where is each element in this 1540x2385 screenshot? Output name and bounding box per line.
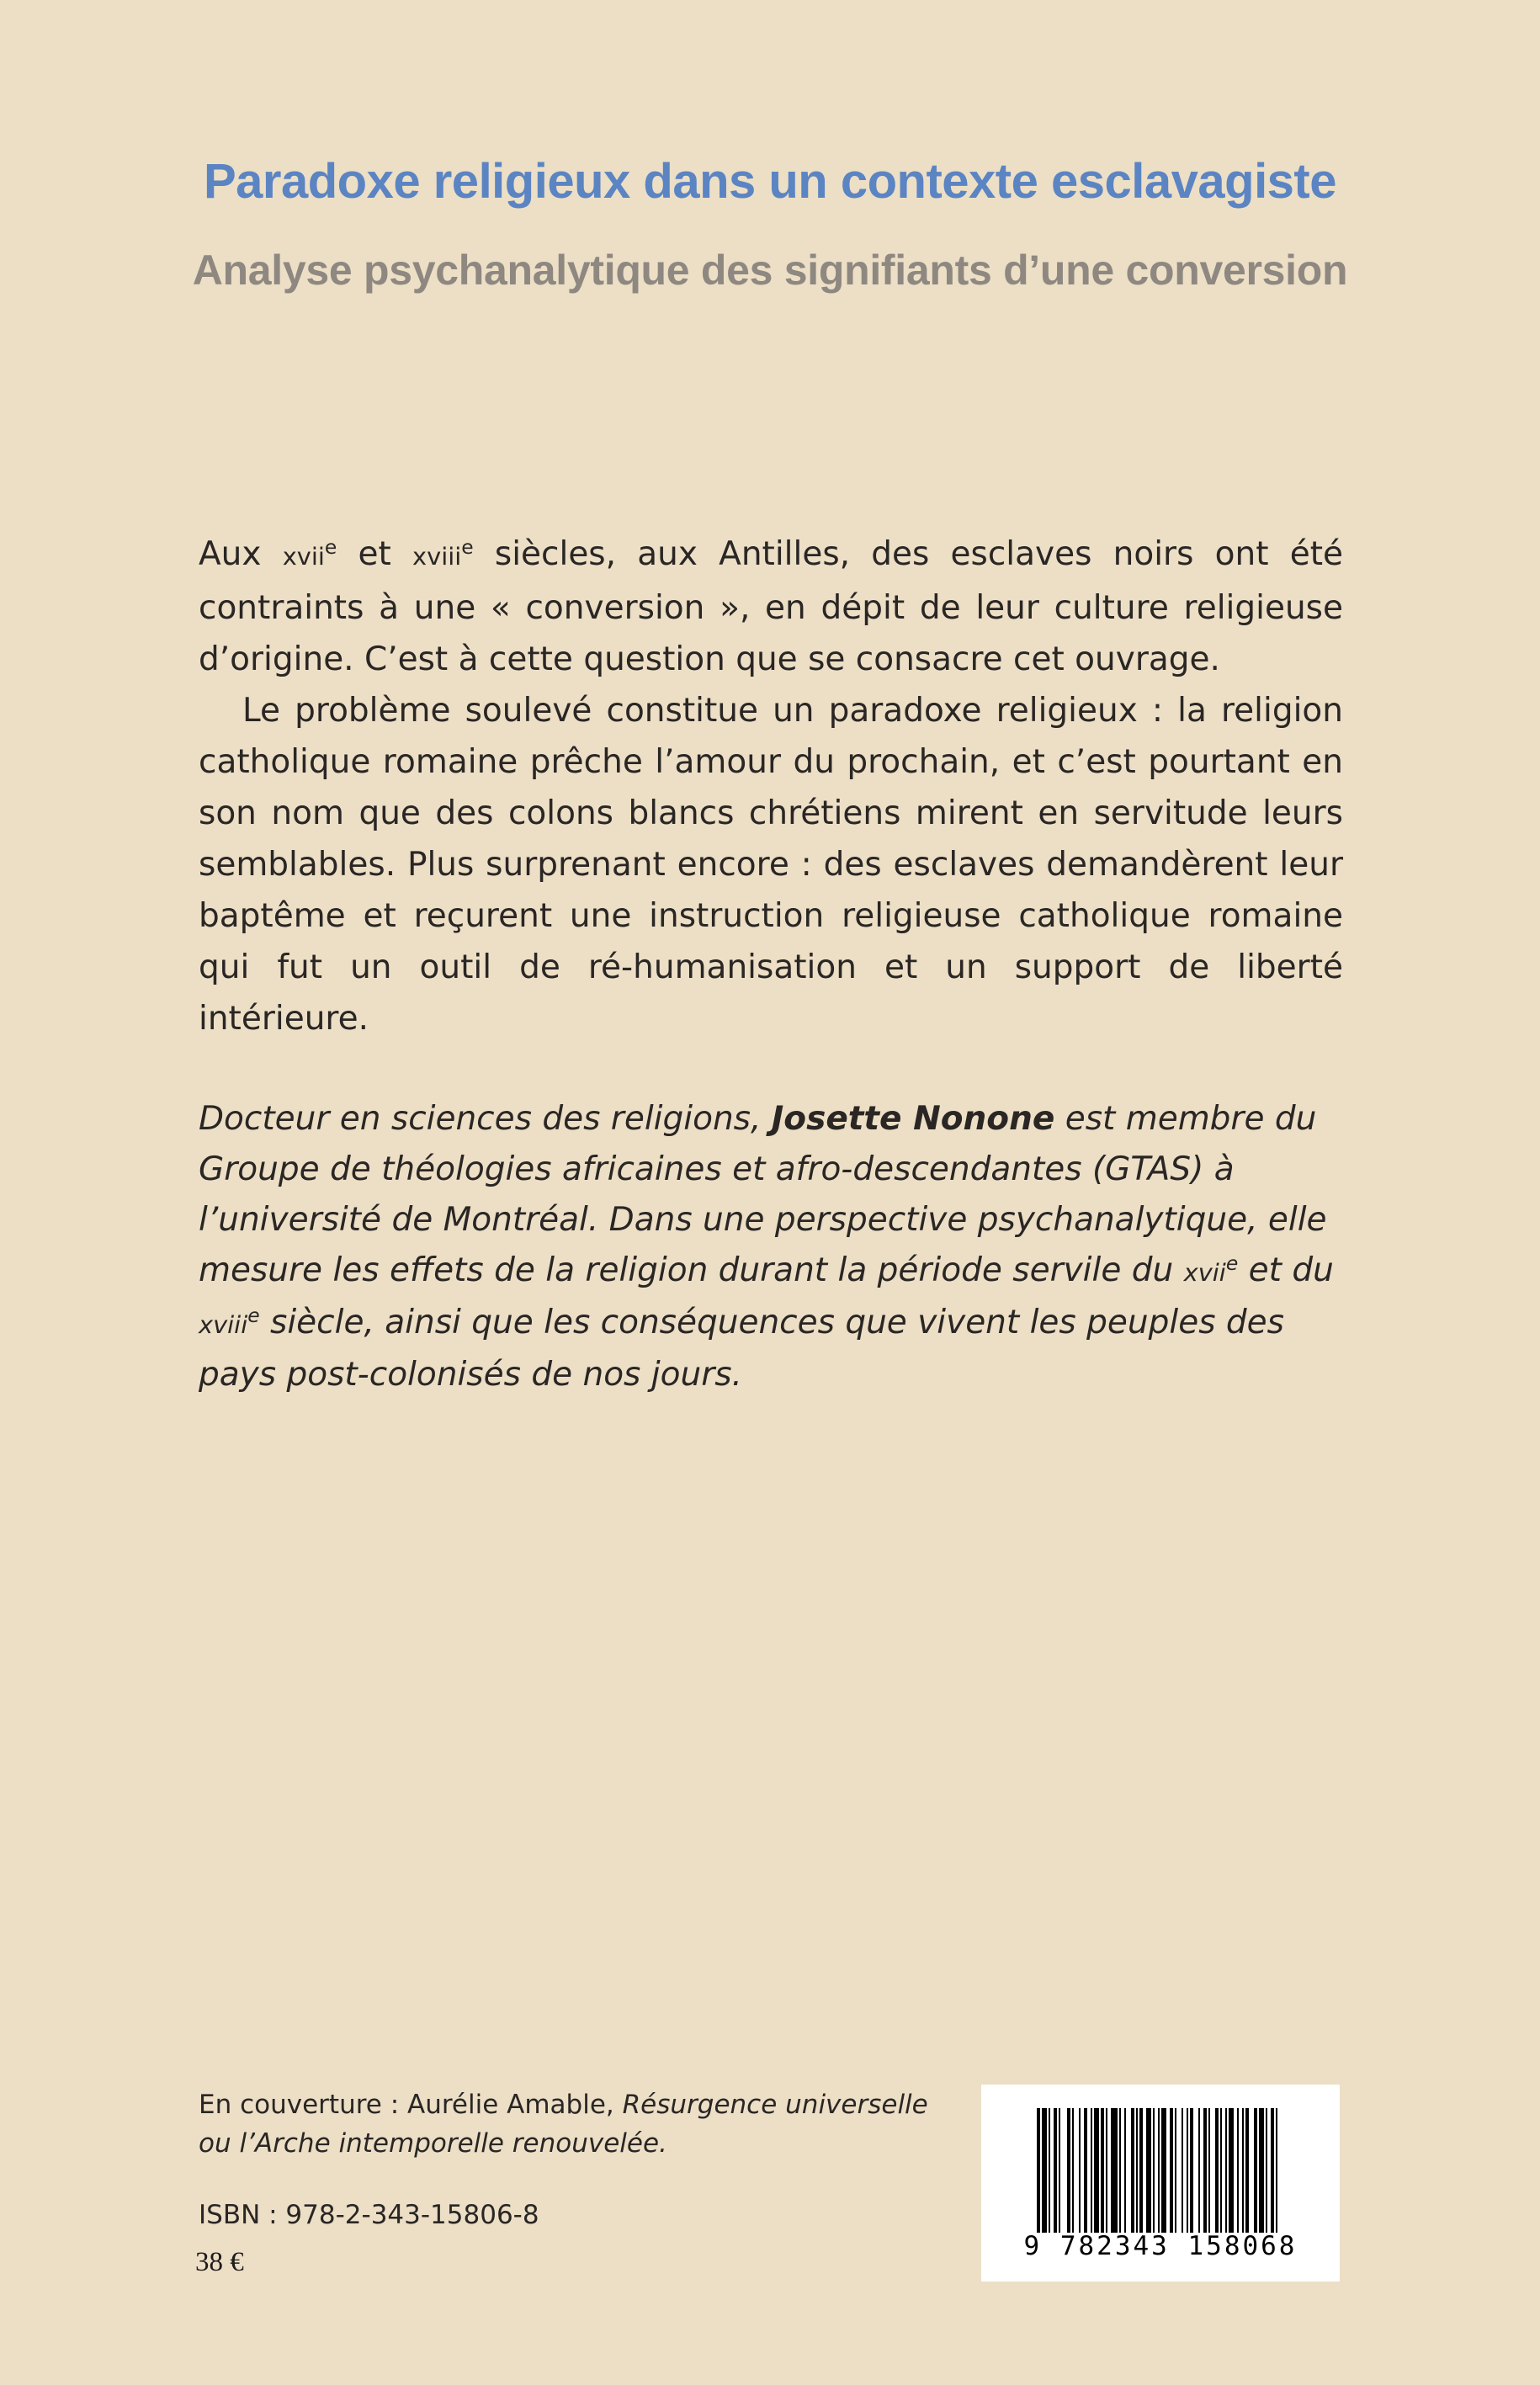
barcode-bar <box>1146 2108 1151 2233</box>
barcode-bar <box>1198 2108 1200 2233</box>
barcode-bar <box>1215 2108 1219 2233</box>
barcode-bar <box>1254 2108 1257 2233</box>
barcode-bar <box>1158 2108 1160 2233</box>
barcode-bar <box>1067 2108 1070 2233</box>
barcode-bar <box>1037 2108 1040 2233</box>
barcode-bar <box>1136 2108 1138 2233</box>
barcode-bar <box>1139 2108 1143 2233</box>
barcode-bar <box>1119 2108 1121 2233</box>
barcode-bar <box>1101 2108 1104 2233</box>
barcode <box>981 2085 1340 2281</box>
barcode-bar <box>1208 2108 1210 2233</box>
author-bio: Docteur en sciences des religions, Josette Nonone est membre du Groupe de théologies africaines et afro-descendantes (GTAS) à l’université de Montréal. Dans une perspective psychanalytique, elle mesure les effets de la religion durant la période servile du xvii$^e$ et du xviii$^e$ siècle, ainsi que les conséquences que vivent les peuples des pays post-colonisés de nos jours. <box>199 1100 1334 1394</box>
barcode-bars <box>1037 2108 1284 2233</box>
barcode-bar <box>1203 2108 1207 2233</box>
book-title: Paradoxe religieux dans un contexte esclavagiste <box>203 154 1337 209</box>
barcode-bar <box>1229 2108 1234 2233</box>
barcode-bar <box>1271 2108 1274 2233</box>
barcode-bar <box>1042 2108 1047 2233</box>
book-summary <box>199 529 1343 1044</box>
author-name: Josette Nonone <box>771 1100 1055 1138</box>
barcode-bar <box>1237 2108 1239 2233</box>
barcode-digits: 9 782343 158068 <box>1023 2231 1298 2261</box>
barcode-bar <box>1242 2108 1244 2233</box>
barcode-bar <box>1079 2108 1081 2233</box>
barcode-bar <box>1094 2108 1099 2233</box>
barcode-bar <box>1072 2108 1074 2233</box>
barcode-bar <box>1091 2108 1092 2233</box>
barcode-bar <box>1245 2108 1249 2233</box>
barcode-bar <box>1049 2108 1050 2233</box>
barcode-bar <box>1106 2108 1107 2233</box>
barcode-bar <box>1111 2108 1118 2233</box>
barcode-bar <box>1124 2108 1126 2233</box>
barcode-bar <box>1187 2108 1188 2233</box>
cover-artwork-title: Résurgence universelle ou l’Arche intemporelle renouvelée. <box>199 2090 928 2159</box>
barcode-bar <box>1084 2108 1087 2233</box>
barcode-bar <box>1259 2108 1264 2233</box>
book-subtitle: Analyse psychanalytique des signifiants d’une conversion <box>192 247 1348 294</box>
barcode-bar <box>1170 2108 1173 2233</box>
barcode-bar <box>1266 2108 1267 2233</box>
barcode-bar <box>1131 2108 1134 2233</box>
barcode-bar <box>1153 2108 1155 2233</box>
summary-paragraph-1: Aux xvii$^e$ et xviii$^e$ siècles, aux Antilles, des esclaves noirs ont été contraints à une « conversion », en dépit de leur culture religieuse d’origine. C’est à cette question que se consacre cet ouvrage. <box>199 535 1343 678</box>
summary-paragraph-2: Le problème soulevé constitue un paradoxe religieux : la religion catholique romaine prêche l’amour du prochain, et c’est pourtant en son nom que des colons blancs chrétiens mirent en servitude leurs semblables. Plus surprenant encore : des esclaves demandèrent leur baptême et reçurent une instruction religieuse catholique romaine qui fut un outil de ré-humanisation et un support de liberté intérieure. <box>199 692 1343 1038</box>
isbn: ISBN : 978-2-343-15806-8 <box>199 2200 539 2230</box>
barcode-bar <box>1220 2108 1222 2233</box>
price: 38 € <box>195 2247 244 2277</box>
barcode-bar <box>1161 2108 1166 2233</box>
barcode-bar <box>1225 2108 1227 2233</box>
cover-credit: En couverture : Aurélie Amable, Résurgence universelle ou l’Arche intemporelle renouvelée. <box>199 2090 928 2159</box>
barcode-bar <box>1190 2108 1193 2233</box>
barcode-bar <box>1276 2108 1277 2233</box>
barcode-bar <box>1059 2108 1060 2233</box>
barcode-bar <box>1182 2108 1183 2233</box>
barcode-bar <box>1175 2108 1176 2233</box>
barcode-bar <box>1054 2108 1057 2233</box>
